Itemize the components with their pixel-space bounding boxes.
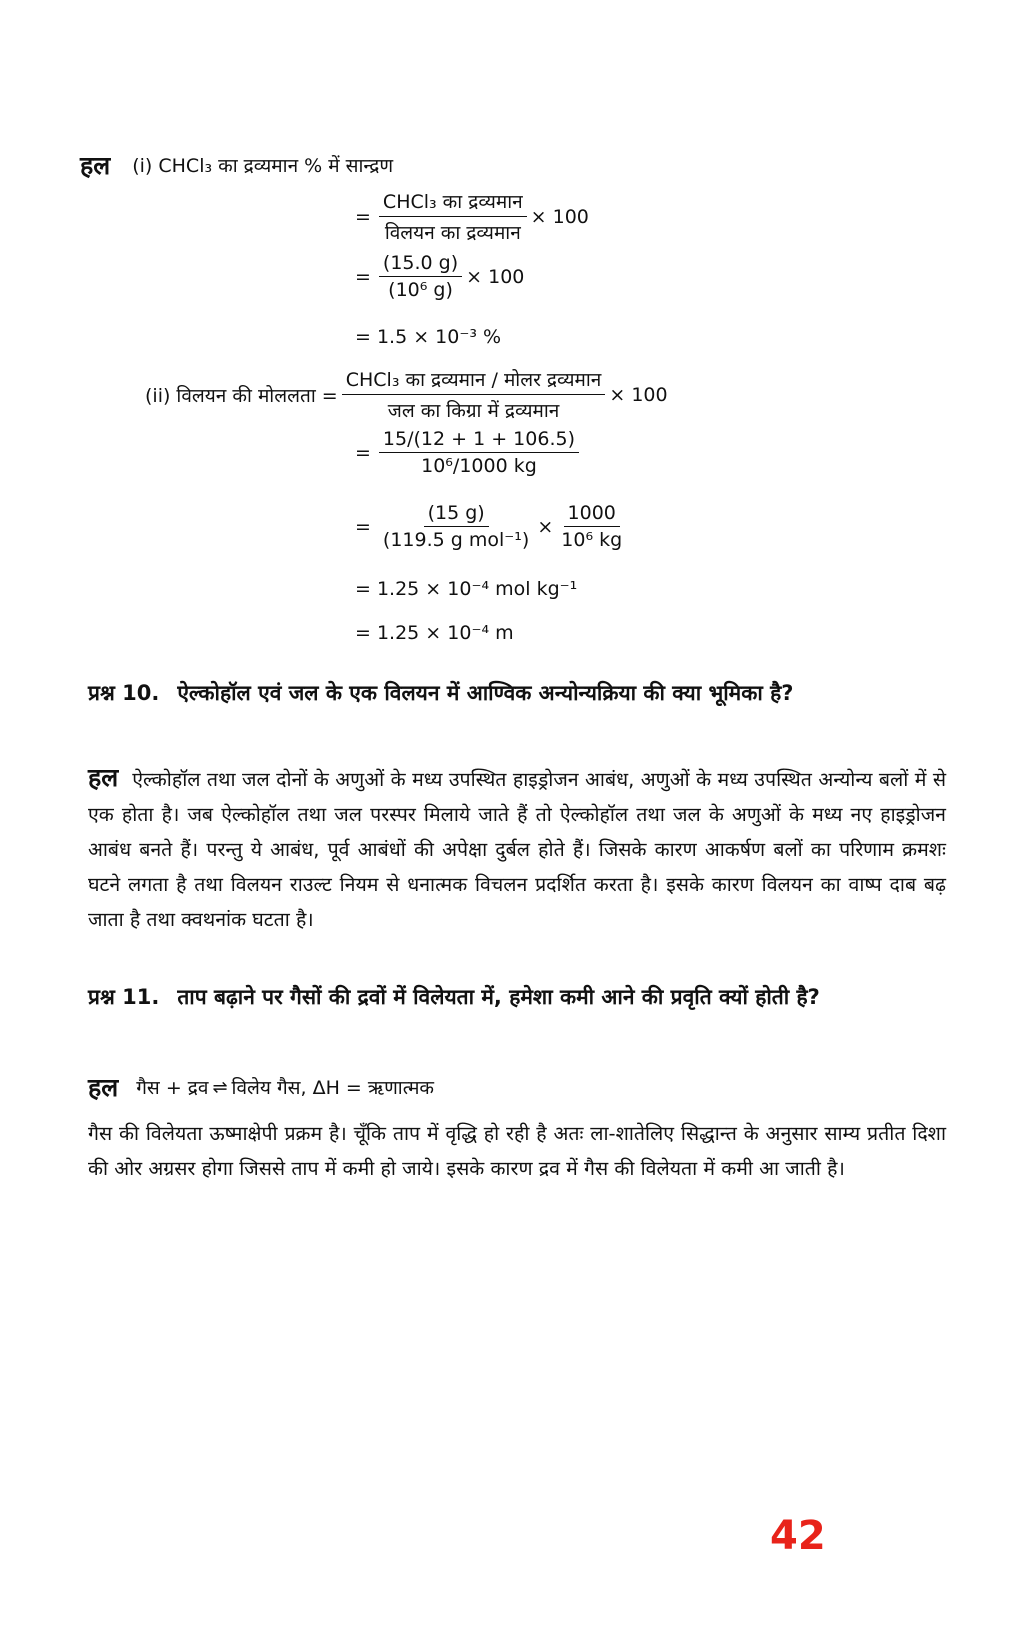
page-number: 42 xyxy=(770,1513,826,1559)
question-11-text: ताप बढ़ाने पर गैसों की द्रवों में विलेयता में, हमेशा कमी आने की प्रवृति क्यों होती है? xyxy=(177,985,820,1009)
fraction-molality-values: $\frac{15/(12 + 1 + 106.5)}{\text{10⁶/1000 kg}}$ xyxy=(379,428,579,477)
solution1-intro-row xyxy=(80,148,393,182)
result-molality: = 1.25 × 10⁻⁴ mol kg⁻¹ xyxy=(355,578,578,600)
fraction-moles: $\frac{(15 g)}{\text{(119.5 g mol⁻¹)}}$ xyxy=(382,502,530,551)
equilibrium-arrow-icon: ⇌ xyxy=(212,1076,228,1098)
question-10-text: ऐल्कोहॉल एवं जल के एक विलयन में आण्विक अन्योन्यक्रिया की क्या भूमिका है? xyxy=(177,681,794,705)
question-10-label: प्रश्न 10. xyxy=(88,681,160,705)
fraction-kg: $\frac{1000}{\text{10⁶ kg}}$ xyxy=(561,502,623,551)
question-11 xyxy=(88,980,946,1015)
formula-mass-percent: = $\frac{\text{CHCl₃ का द्रव्यमान}}{\text{विलयन का द्रव्यमान}}$ × 100 xyxy=(355,188,589,245)
equation-right: विलेय गैस, ΔH = ऋणात्मक xyxy=(231,1077,435,1099)
solution1-part2-intro: (ii) विलयन की मोललता = xyxy=(145,384,338,407)
fraction-mass-values: $\frac{(15.0 g)}{\text{(10⁶ g)}}$ xyxy=(379,252,462,301)
result-molality-m: = 1.25 × 10⁻⁴ m xyxy=(355,622,514,644)
solution2-label: हल xyxy=(88,763,119,792)
solution3-equation-row xyxy=(88,1070,434,1104)
formula-molality-units: = $\frac{(15 g)}{\text{(119.5 g mol⁻¹)}}$ × $\frac{1000}{\text{10⁶ kg}}$ xyxy=(355,502,630,551)
formula-molality-values: = $\frac{15/(12 + 1 + 106.5)}{\text{10⁶/1000 kg}}$ xyxy=(355,428,583,477)
solution3-label: हल xyxy=(88,1073,119,1102)
solution2-paragraph xyxy=(88,760,946,937)
solution3-paragraph: गैस की विलेयता ऊष्माक्षेपी प्रक्रम है। चूँकि ताप में वृद्धि हो रही है अतः ला-शातेलिए सिद्धान्त के अनुसार साम्य प्रतीत दिशा की ओर अग्रसर होगा जिससे ताप में कमी हो जाये। इसके कारण द्रव में गैस की विलेयता में कमी आ जाती है। xyxy=(88,1122,946,1180)
fraction-molality: $\frac{\text{CHCl₃ का द्रव्यमान / मोलर द्रव्यमान}}{\text{जल का किग्रा में द्रव्यमान}}$ xyxy=(342,366,606,423)
result-mass-percent: = 1.5 × 10⁻³ % xyxy=(355,326,502,348)
question-11-label: प्रश्न 11. xyxy=(88,985,160,1009)
formula-mass-values: = $\frac{(15.0 g)}{\text{(10⁶ g)}}$ × 100 xyxy=(355,252,525,301)
equation-left: गैस + द्रव xyxy=(136,1077,209,1099)
solution2-text: ऐल्कोहॉल तथा जल दोनों के अणुओं के मध्य उपस्थित हाइड्रोजन आबंध, अणुओं के मध्य उपस्थित अन्योन्य बलों में से एक होता है। जब ऐल्कोहॉल तथा जल परस्पर मिलाये जाते हैं तो ऐल्कोहॉल तथा जल के अणुओं के मध्य नए हाइड्रोजन आबंध बनते हैं। परन्तु ये आबंध, पूर्व आबंधों की अपेक्षा दुर्बल होते हैं। जिसके कारण आकर्षण बलों का परिणाम क्रमशः घटने लगता है तथा विलयन राउल्ट नियम से धनात्मक विचलन प्रदर्शित करता है। इसके कारण विलयन का वाष्प दाब बढ़ जाता है तथा क्वथनांक घटता है। xyxy=(88,768,946,931)
fraction-mass-ratio: $\frac{\text{CHCl₃ का द्रव्यमान}}{\text{विलयन का द्रव्यमान}}$ xyxy=(379,188,527,245)
solution1-label: हल xyxy=(80,151,111,180)
formula-molality: (ii) विलयन की मोललता = $\frac{\text{CHCl₃ का द्रव्यमान / मोलर द्रव्यमान}}{\text{जल का किग्रा में द्रव्यमान}}$ × 100 xyxy=(145,366,668,423)
question-10 xyxy=(88,676,946,711)
solution1-part1-intro: (i) CHCl₃ का द्रव्यमान % में सान्द्रण xyxy=(132,155,394,177)
